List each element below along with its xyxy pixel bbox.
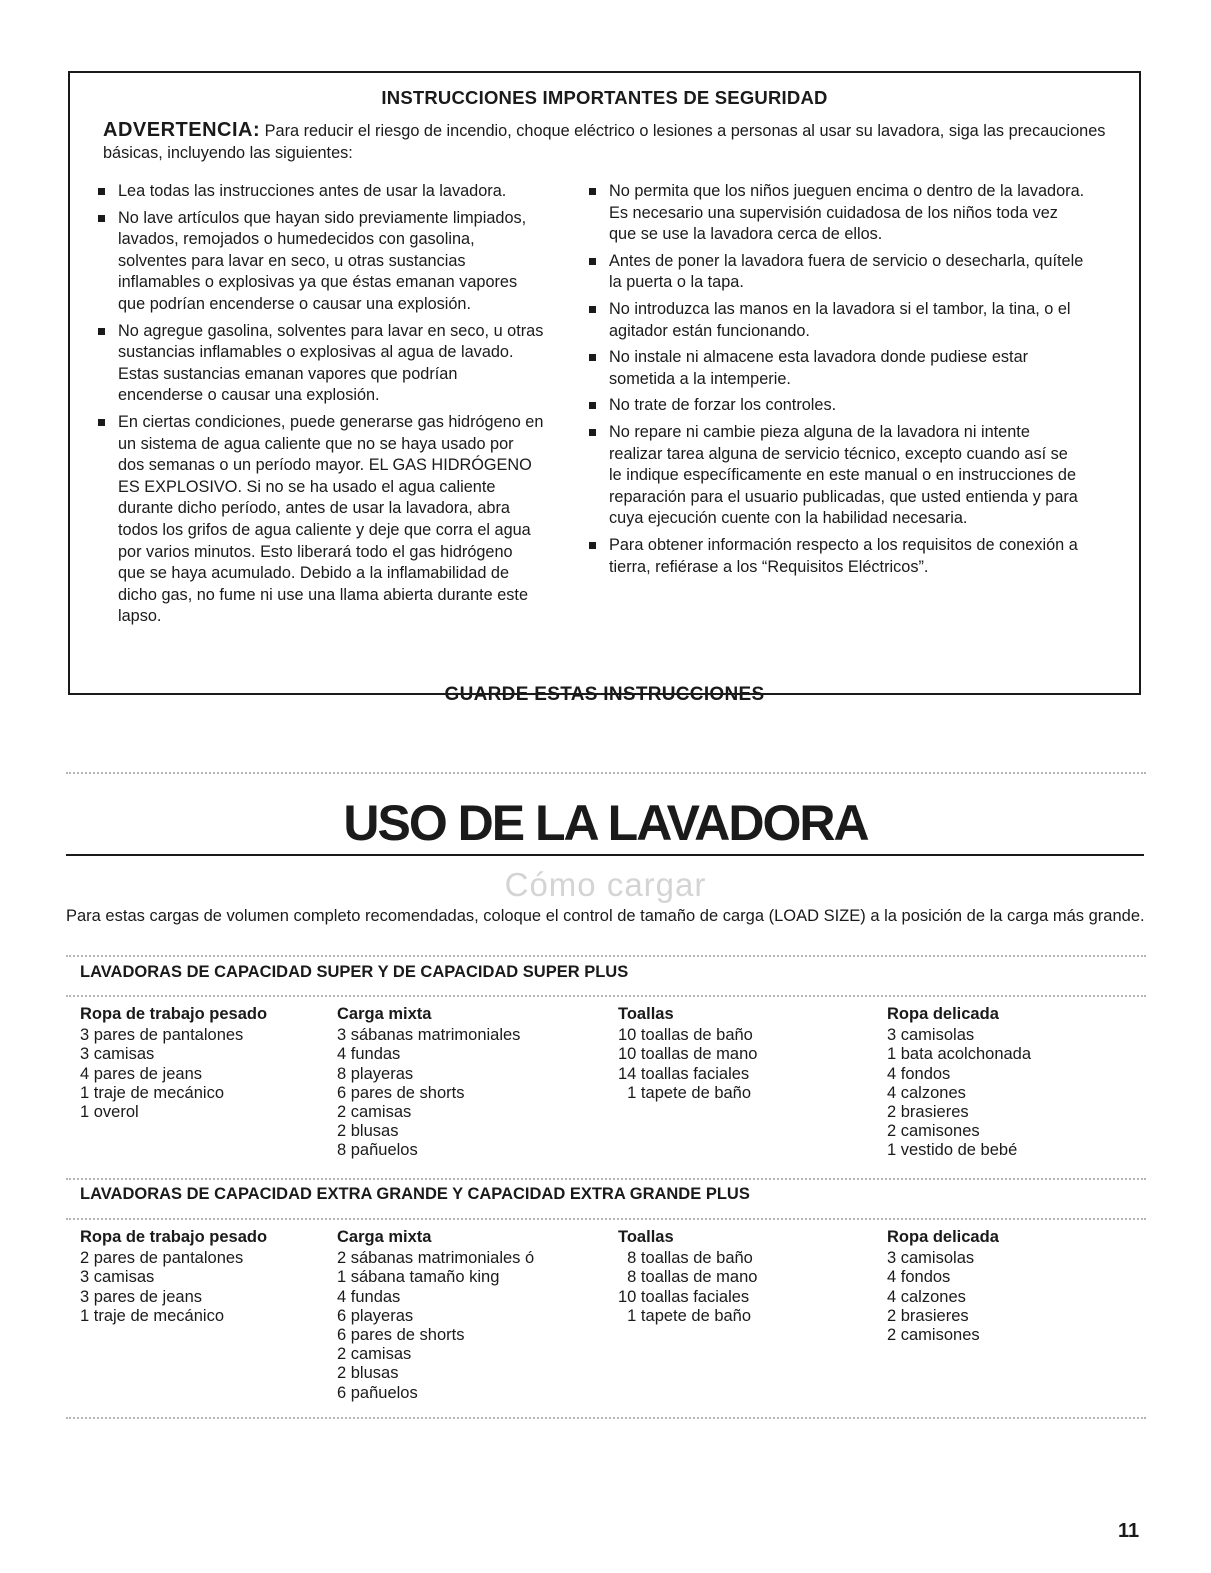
table-cell: 1 tapete de baño — [618, 1083, 752, 1102]
table-cell: 4 pares de jeans — [80, 1064, 203, 1083]
table-cell: 1 overol — [80, 1103, 139, 1122]
table-cell: 2 pares de pantalones — [80, 1249, 244, 1268]
table-cell: 3 sábanas matrimoniales — [337, 1026, 521, 1045]
table-cell: 4 fundas — [337, 1045, 401, 1064]
section-title: USO DE LA LAVADORA — [343, 795, 868, 851]
dotted-divider — [66, 1178, 1146, 1180]
table-heading: LAVADORAS DE CAPACIDAD EXTRA GRANDE Y CAPACIDAD EXTRA GRANDE PLUS — [80, 1185, 750, 1203]
table-cell: 8 playeras — [337, 1064, 414, 1083]
table-cell: 2 blusas — [337, 1122, 399, 1141]
table-column — [887, 1228, 999, 1345]
safety-title: INSTRUCCIONES IMPORTANTES DE SEGURIDAD — [381, 87, 828, 108]
column-header: Ropa delicada — [887, 1228, 999, 1246]
list-item: No trate de forzar los controles. — [585, 395, 1085, 417]
table-cell: 6 playeras — [337, 1306, 414, 1325]
table-cell: 2 camisas — [337, 1345, 412, 1364]
table-heading: LAVADORAS DE CAPACIDAD SUPER Y DE CAPACIDAD SUPER PLUS — [80, 963, 629, 981]
column-header: Carga mixta — [337, 1005, 432, 1023]
table-cell: 8 toallas de mano — [618, 1268, 758, 1287]
table-cell: 4 fondos — [887, 1064, 951, 1083]
table-cell: 6 pañuelos — [337, 1383, 418, 1402]
table-cell: 3 camisas — [80, 1268, 155, 1287]
table-cell: 2 brasieres — [887, 1306, 969, 1325]
table-column — [618, 1005, 757, 1103]
bullet-icon — [98, 188, 105, 195]
list-item: No instale ni almacene esta lavadora donde pudiese estar sometida a la intemperie. — [585, 347, 1085, 390]
table-cell: 3 camisolas — [887, 1026, 975, 1045]
column-header: Ropa de trabajo pesado — [80, 1005, 268, 1023]
safety-left-list — [94, 181, 544, 628]
table-cell: 10 toallas de mano — [618, 1045, 758, 1064]
table-cell: 2 sábanas matrimoniales ó — [337, 1249, 535, 1268]
list-item: Antes de poner la lavadora fuera de servicio o desecharla, quítele la puerta o la tapa. — [585, 251, 1085, 294]
column-header: Ropa delicada — [887, 1005, 999, 1023]
save-instructions-title: GUARDE ESTAS INSTRUCCIONES — [444, 684, 765, 705]
dotted-divider — [66, 1218, 1146, 1220]
dotted-divider — [66, 955, 1146, 957]
list-item: Para obtener información respecto a los requisitos de conexión a tierra, refiérase a los “Requisitos Eléctricos”. — [585, 535, 1085, 578]
table-cell: 2 camisones — [887, 1122, 980, 1141]
column-header: Carga mixta — [337, 1228, 432, 1246]
list-item: No introduzca las manos en la lavadora si el tambor, la tina, o el agitador están funcionando. — [585, 299, 1085, 342]
table-cell: 1 traje de mecánico — [80, 1306, 224, 1325]
table-cell: 6 pares de shorts — [337, 1326, 465, 1345]
table-cell: 8 pañuelos — [337, 1141, 418, 1160]
table-cell: 6 pares de shorts — [337, 1083, 465, 1102]
table-cell: 3 pares de jeans — [80, 1287, 203, 1306]
table-column — [618, 1228, 757, 1326]
table-cell: 10 toallas de baño — [618, 1026, 753, 1045]
column-header: Toallas — [618, 1005, 674, 1023]
page-number: 11 — [1118, 1520, 1140, 1542]
section-subtitle: Cómo cargar — [504, 866, 707, 903]
list-item: No permita que los niños jueguen encima o dentro de la lavadora. Es necesario una supervisión cuidadosa de los niños toda vez que se use la lavadora cerca de ellos. — [585, 181, 1085, 246]
table-cell: 1 traje de mecánico — [80, 1083, 224, 1102]
table-column — [887, 1005, 1031, 1161]
intro-paragraph: Para estas cargas de volumen completo recomendadas, coloque el control de tamaño de carga (LOAD SIZE) a la posición de la carga más grande. — [66, 907, 1145, 925]
bullet-icon — [98, 419, 105, 426]
table-cell: 2 brasieres — [887, 1103, 969, 1122]
table-column — [337, 1005, 520, 1161]
table-cell: 14 toallas faciales — [618, 1064, 750, 1083]
title-rule — [66, 854, 1144, 856]
table-cell: 4 fondos — [887, 1268, 951, 1287]
table-cell: 8 toallas de baño — [618, 1249, 753, 1268]
table-column — [80, 1005, 267, 1122]
table-cell: 3 pares de pantalones — [80, 1026, 244, 1045]
table-cell: 2 blusas — [337, 1364, 399, 1383]
bullet-icon — [589, 542, 596, 549]
table-column — [80, 1228, 267, 1326]
warning-paragraph — [103, 119, 1109, 164]
table-cell: 10 toallas faciales — [618, 1287, 750, 1306]
column-header: Ropa de trabajo pesado — [80, 1228, 268, 1246]
table-cell: 2 camisones — [887, 1326, 980, 1345]
table-cell: 1 vestido de bebé — [887, 1141, 1018, 1160]
bullet-icon — [589, 258, 596, 265]
table-cell: 1 tapete de baño — [618, 1306, 752, 1325]
list-item: En ciertas condiciones, puede generarse gas hidrógeno en un sistema de agua caliente que no se haya usado por dos semanas o un período mayor. EL GAS HIDRÓGENO ES EXPLOSIVO. Si no se ha usado el agua caliente durante dicho período, antes de usar la lavadora, abra todos los grifos de agua caliente y deje que corra el agua por varios minutos. Esto liberará todo el gas hidrógeno que se haya acumulado. Debido a la inflamabilidad de dicho gas, no fume ni use una llama abierta durante este lapso. — [94, 412, 544, 628]
dotted-divider — [66, 772, 1146, 774]
table-column — [337, 1228, 534, 1403]
bullet-icon — [589, 429, 596, 436]
safety-right-list — [585, 181, 1085, 578]
table-cell: 1 sábana tamaño king — [337, 1268, 500, 1287]
safety-instructions-box — [68, 71, 1141, 705]
table-cell: 4 calzones — [887, 1083, 966, 1102]
dotted-divider — [66, 995, 1146, 997]
table-cell: 4 calzones — [887, 1287, 966, 1306]
table-cell: 4 fundas — [337, 1287, 401, 1306]
bullet-icon — [98, 328, 105, 335]
bullet-icon — [98, 215, 105, 222]
dotted-divider — [66, 1417, 1146, 1419]
bullet-icon — [589, 354, 596, 361]
safety-right-column — [585, 181, 1085, 583]
list-item: No repare ni cambie pieza alguna de la lavadora ni intente realizar tarea alguna de servicio técnico, excepto cuando así se le indique específicamente en este manual o en instrucciones de reparación para el usuario publicadas, que usted entienda y para cuya ejecución cuente con la habilidad necesaria. — [585, 422, 1085, 530]
table-cell: 3 camisas — [80, 1045, 155, 1064]
list-item: Lea todas las instrucciones antes de usar la lavadora. — [94, 181, 544, 203]
warning-label: ADVERTENCIA: — [103, 119, 261, 141]
column-header: Toallas — [618, 1228, 674, 1246]
table-cell: 1 bata acolchonada — [887, 1045, 1032, 1064]
bullet-icon — [589, 188, 596, 195]
bullet-icon — [589, 306, 596, 313]
list-item: No lave artículos que hayan sido previamente limpiados, lavados, remojados o humedecidos con gasolina, solventes para lavar en seco, u otras sustancias inflamables o explosivas ya que éstas emanan vapores que podrían encenderse o causar una explosión. — [94, 208, 544, 316]
list-item: No agregue gasolina, solventes para lavar en seco, u otras sustancias inflamables o explosivas al agua de lavado. Estas sustancias emanan vapores que podrían encenderse o causar una explosión. — [94, 321, 544, 407]
bullet-icon — [589, 402, 596, 409]
safety-left-column — [94, 181, 544, 633]
table-cell: 3 camisolas — [887, 1249, 975, 1268]
warning-text: Para reducir el riesgo de incendio, choque eléctrico o lesiones a personas al usar su lavadora, siga las precauciones básicas, incluyendo las siguientes: — [103, 122, 1106, 162]
table-cell: 2 camisas — [337, 1103, 412, 1122]
